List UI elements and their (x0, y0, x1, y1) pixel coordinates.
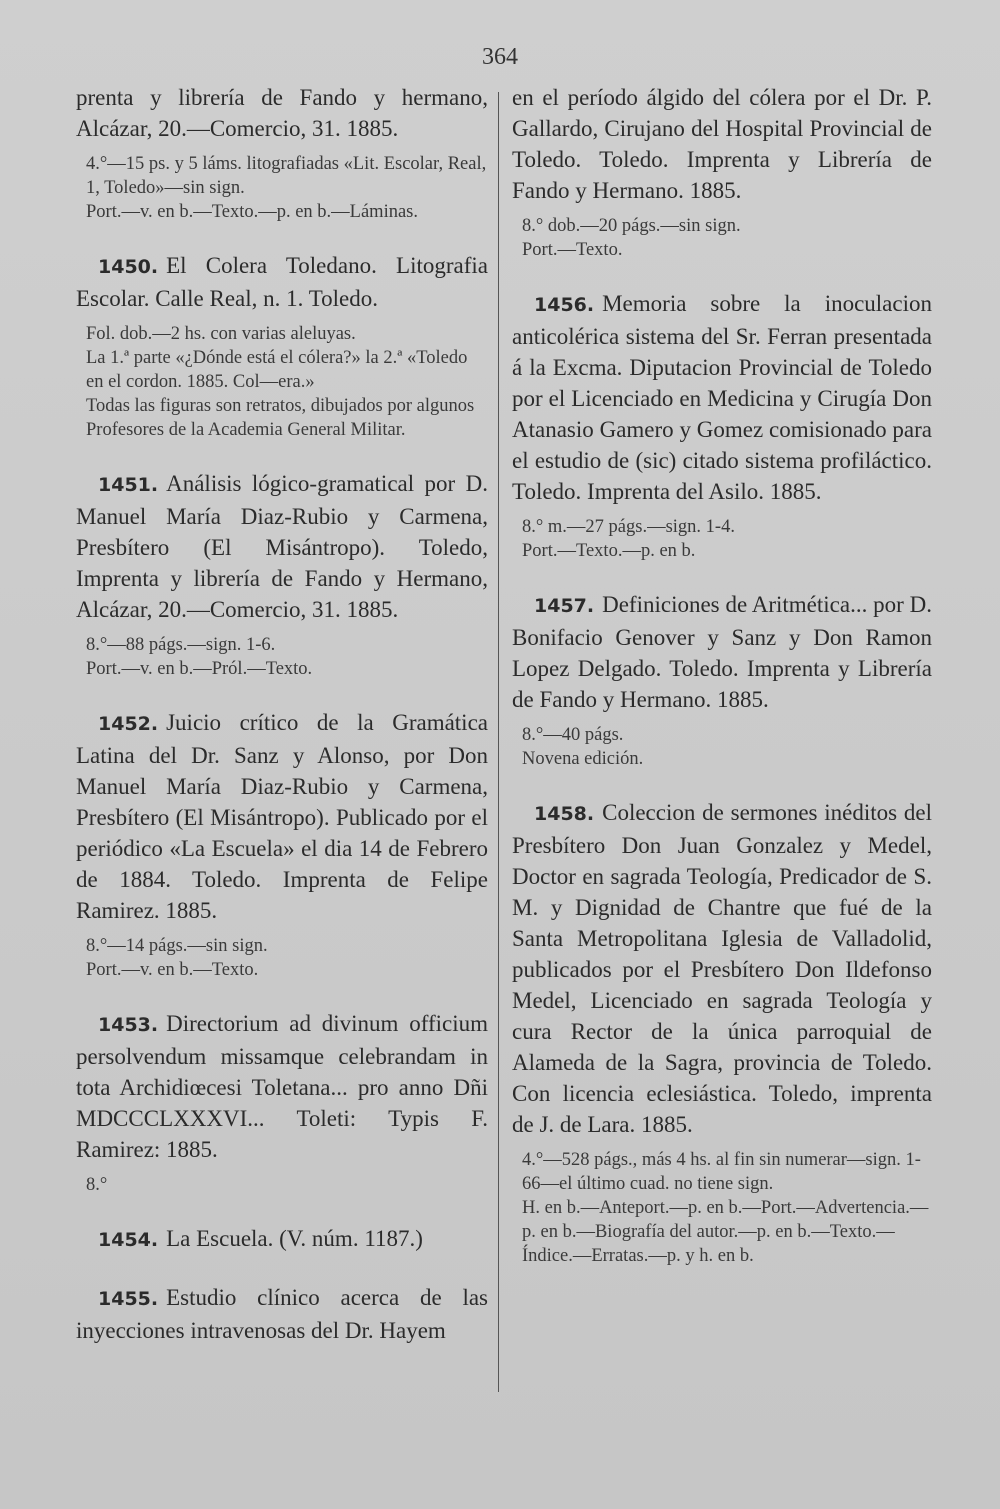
right-column (512, 82, 932, 1294)
entry-number: 1452. (98, 713, 159, 735)
entry-number: 1453. (98, 1014, 159, 1036)
page-number: 364 (482, 44, 518, 70)
entry-heading (76, 1223, 488, 1256)
entry-text: Coleccion de sermones inéditos del Presbítero Don Juan Gonzalez y Medel, Doctor en sagrada Teología, Predicador de S. M. y Dignidad de Chantre que fué de la Santa Metropolitana Iglesia de Valladolid, publicados por el Presbítero Don Ildefonso Medel, Licenciado en sagrada Teología y cura Rector de la única parroquial de Alameda de la Sagra, provincia de Toledo. Con licencia eclesiástica. Toledo, imprenta de J. de Lara. 1885. (512, 800, 932, 1137)
catalog-entry-1456 (512, 288, 932, 563)
entry-heading (76, 707, 488, 926)
entry-notes: 8.° (86, 1175, 108, 1195)
entry-number: 1454. (98, 1229, 159, 1251)
entry-notes: 4.°—15 ps. y 5 láms. litografiadas «Lit. Escolar, Real, 1, Toledo»—sin sign. Port.—v. en b.—Texto.—p. en b.—Láminas. (86, 154, 487, 222)
entry-heading (76, 1282, 488, 1346)
entry-text: Análisis lógico-gramatical por D. Manuel María Diaz-Rubio y Carmena, Presbítero (El Misántropo). Toledo, Imprenta y librería de Fando y Hermano, Alcázar, 20.—Comercio, 31. 1885. (76, 471, 488, 622)
catalog-entry-1454 (76, 1223, 488, 1256)
catalog-entry-1450 (76, 250, 488, 442)
continuation-entry (76, 82, 488, 224)
entry-text: en el período álgido del cólera por el Dr. P. Gallardo, Cirujano del Hospital Provincial de Toledo. Toledo. Imprenta y Librería de Fando y Hermano. 1885. (512, 85, 932, 203)
catalog-entry-1451 (76, 468, 488, 681)
entry-text: Estudio clínico acerca de las inyecciones intravenosas del Dr. Hayem (76, 1285, 488, 1343)
entry-notes: 8.°—14 págs.—sin sign. Port.—v. en b.—Texto. (86, 936, 268, 980)
catalog-entry-1455 (76, 1282, 488, 1346)
catalog-entry-1452 (76, 707, 488, 982)
entry-number: 1451. (98, 474, 159, 496)
catalog-entry-1458 (512, 797, 932, 1268)
entry-text: Directorium ad divinum officium persolvendum missamque celebrandam in tota Archidiœcesi Toletana... pro anno Dñi MDCCCLXXXVI... Toleti: Typis F. Ramirez: 1885. (76, 1011, 488, 1162)
entry-number: 1455. (98, 1288, 159, 1310)
entry-notes: 8.° dob.—20 págs.—sin sign. Port.—Texto. (522, 216, 741, 260)
entry-number: 1456. (534, 294, 595, 316)
entry-number: 1457. (534, 595, 595, 617)
catalog-entry-1453 (76, 1008, 488, 1197)
entry-text: La Escuela. (V. núm. 1187.) (166, 1226, 423, 1251)
entry-text: prenta y librería de Fando y hermano, Alcázar, 20.—Comercio, 31. 1885. (76, 85, 488, 141)
catalog-entry-1457 (512, 589, 932, 771)
entry-text: Memoria sobre la inoculacion anticolérica sistema del Sr. Ferran presentada á la Excma. Diputacion Provincial de Toledo por el Licenciado en Medicina y Cirugía Don Atanasio Gamero y Gomez comisionado para el estudio de (sic) citado sistema profiláctico. Toledo. Imprenta del Asilo. 1885. (512, 291, 932, 504)
entry-text: Juicio crítico de la Gramática Latina del Dr. Sanz y Alonso, por Don Manuel María Diaz-Rubio y Carmena, Presbítero (El Misántropo). Publicado por el periódico «La Escuela» el dia 14 de Febrero de 1884. Toledo. Imprenta de Felipe Ramirez. 1885. (76, 710, 488, 923)
entry-heading (512, 589, 932, 715)
entry-number: 1458. (534, 803, 595, 825)
entry-text: Definiciones de Aritmética... por D. Bonifacio Genover y Sanz y Don Ramon Lopez Delgado. Toledo. Imprenta y Librería de Fando y Hermano. 1885. (512, 592, 932, 712)
continuation-entry (512, 82, 932, 262)
entry-heading (512, 797, 932, 1140)
column-divider (498, 92, 499, 1392)
entry-heading (76, 468, 488, 625)
entry-notes: Fol. dob.—2 hs. con varias aleluyas. La 1.ª parte «¿Dónde está el cólera?» la 2.ª «Toledo en el cordon. 1885. Col—era.» Todas las figuras son retratos, dibujados por algunos Profesores de la Academia General Militar. (86, 324, 475, 440)
entry-notes: 4.°—528 págs., más 4 hs. al fin sin numerar—sign. 1-66—el último cuad. no tiene sign. H. en b.—Anteport.—p. en b.—Port.—Advertencia.—p. en b.—Biografía del autor.—p. en b.—Texto.—Índice.—Erratas.—p. y h. en b. (522, 1150, 929, 1266)
left-column (76, 82, 488, 1372)
entry-heading (512, 288, 932, 507)
entry-notes: 8.° m.—27 págs.—sign. 1-4. Port.—Texto.—p. en b. (522, 517, 735, 561)
entry-text: El Colera Toledano. Litografia Escolar. Calle Real, n. 1. Toledo. (76, 253, 488, 311)
entry-heading (76, 1008, 488, 1165)
entry-notes: 8.°—40 págs. Novena edición. (522, 725, 644, 769)
entry-notes: 8.°—88 págs.—sign. 1-6. Port.—v. en b.—Pról.—Texto. (86, 635, 313, 679)
entry-heading (76, 250, 488, 314)
entry-number: 1450. (98, 256, 159, 278)
